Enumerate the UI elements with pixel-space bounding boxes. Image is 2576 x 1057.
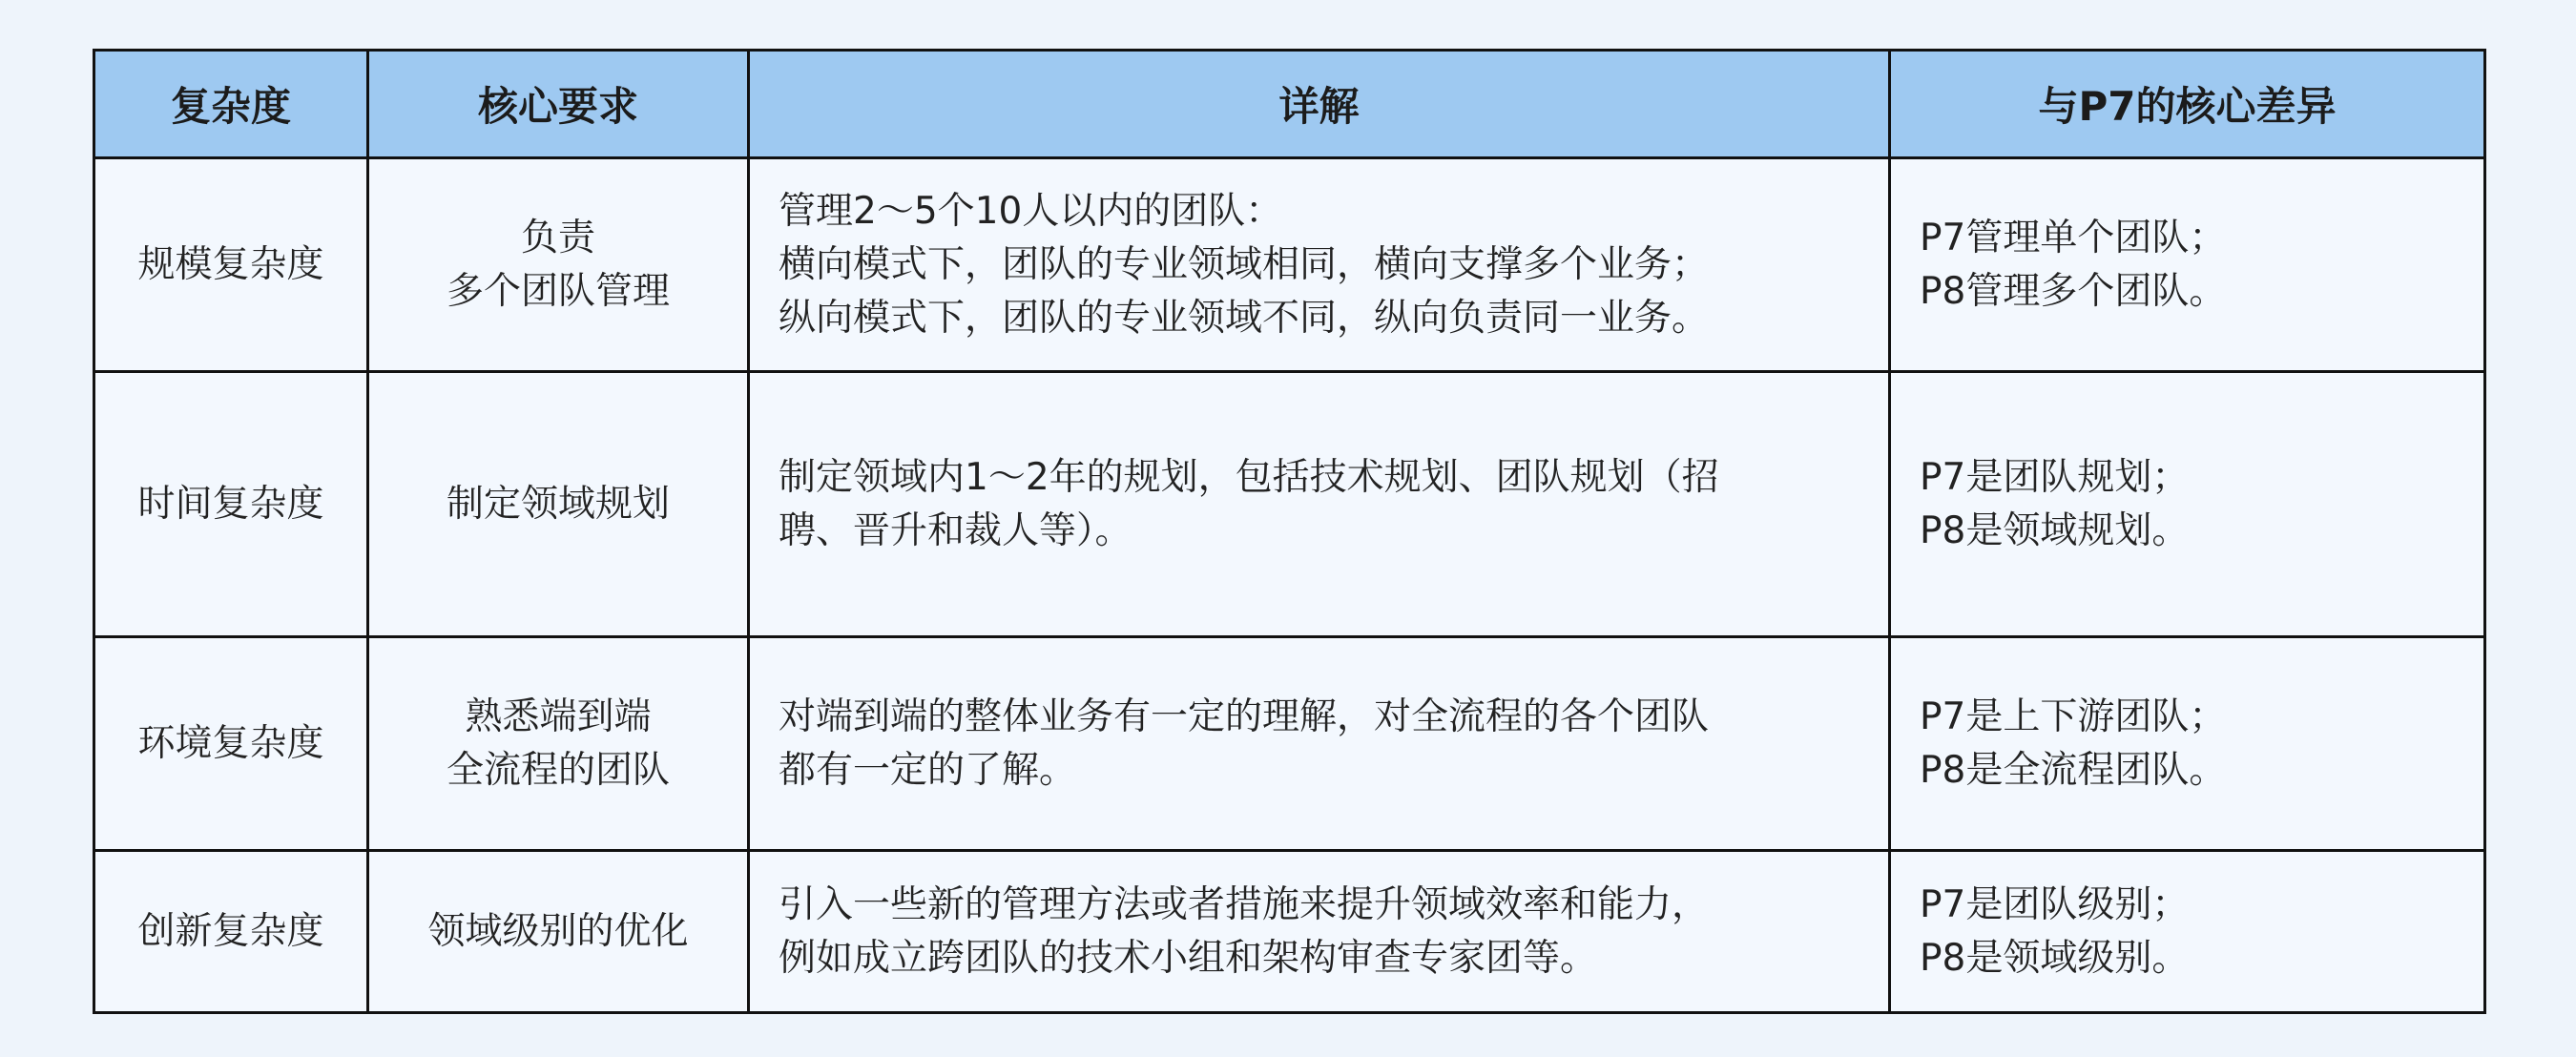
- requirement-line: 多个团队管理: [446, 269, 670, 313]
- difference-line: P7是团队规划；: [1920, 455, 2190, 499]
- detail-line: 横向模式下，团队的专业领域相同，横向支撑多个业务；: [779, 242, 1710, 286]
- cell-detail: [749, 851, 1890, 1013]
- cell-difference: [1890, 158, 2485, 372]
- detail-line: 聘、晋升和裁人等）。: [779, 508, 1132, 552]
- cell-detail: [749, 372, 1890, 637]
- cell-requirement: [368, 158, 749, 372]
- detail-line: 都有一定的了解。: [779, 748, 1077, 792]
- complexity-table: [93, 49, 2486, 1014]
- cell-complexity: 创新复杂度: [94, 851, 368, 1013]
- cell-difference: [1890, 851, 2485, 1013]
- table-row: [94, 851, 2485, 1013]
- cell-requirement: [368, 372, 749, 637]
- table-row: [94, 372, 2485, 637]
- cell-detail: [749, 158, 1890, 372]
- difference-line: P8是领域级别。: [1920, 936, 2190, 980]
- table-header-row: [94, 51, 2485, 158]
- detail-line: 对端到端的整体业务有一定的理解，对全流程的各个团队: [779, 694, 1710, 738]
- difference-line: P8是全流程团队。: [1920, 748, 2227, 792]
- detail-line: 纵向模式下，团队的专业领域不同，纵向负责同一业务。: [779, 296, 1710, 340]
- requirement-line: 领域级别的优化: [427, 909, 689, 953]
- cell-complexity: 环境复杂度: [94, 637, 368, 851]
- detail-line: 例如成立跨团队的技术小组和架构审查专家团等。: [779, 936, 1598, 980]
- requirement-line: 负责: [520, 216, 595, 259]
- difference-line: P8管理多个团队。: [1920, 269, 2227, 313]
- cell-difference: [1890, 372, 2485, 637]
- detail-line: 引入一些新的管理方法或者措施来提升领域效率和能力，: [779, 882, 1710, 926]
- cell-requirement: [368, 637, 749, 851]
- table-row: [94, 637, 2485, 851]
- requirement-line: 熟悉端到端: [465, 694, 652, 738]
- requirement-line: 全流程的团队: [446, 748, 670, 792]
- detail-line: 管理2～5个10人以内的团队：: [779, 189, 1283, 233]
- cell-complexity: 规模复杂度: [94, 158, 368, 372]
- detail-line: 制定领域内1～2年的规划，包括技术规划、团队规划（招: [779, 455, 1719, 499]
- requirement-line: 制定领域规划: [446, 482, 670, 526]
- header-complexity: 复杂度: [94, 51, 368, 158]
- difference-line: P7是上下游团队；: [1920, 694, 2227, 738]
- table-row: [94, 158, 2485, 372]
- cell-detail: [749, 637, 1890, 851]
- cell-requirement: [368, 851, 749, 1013]
- header-detail: 详解: [749, 51, 1890, 158]
- difference-line: P7是团队级别；: [1920, 882, 2190, 926]
- cell-difference: [1890, 637, 2485, 851]
- cell-complexity: 时间复杂度: [94, 372, 368, 637]
- difference-line: P8是领域规划。: [1920, 508, 2190, 552]
- complexity-table-container: [93, 49, 2483, 1014]
- difference-line: P7管理单个团队；: [1920, 216, 2227, 259]
- header-difference-vs-p7: 与P7的核心差异: [1890, 51, 2485, 158]
- header-core-requirement: 核心要求: [368, 51, 749, 158]
